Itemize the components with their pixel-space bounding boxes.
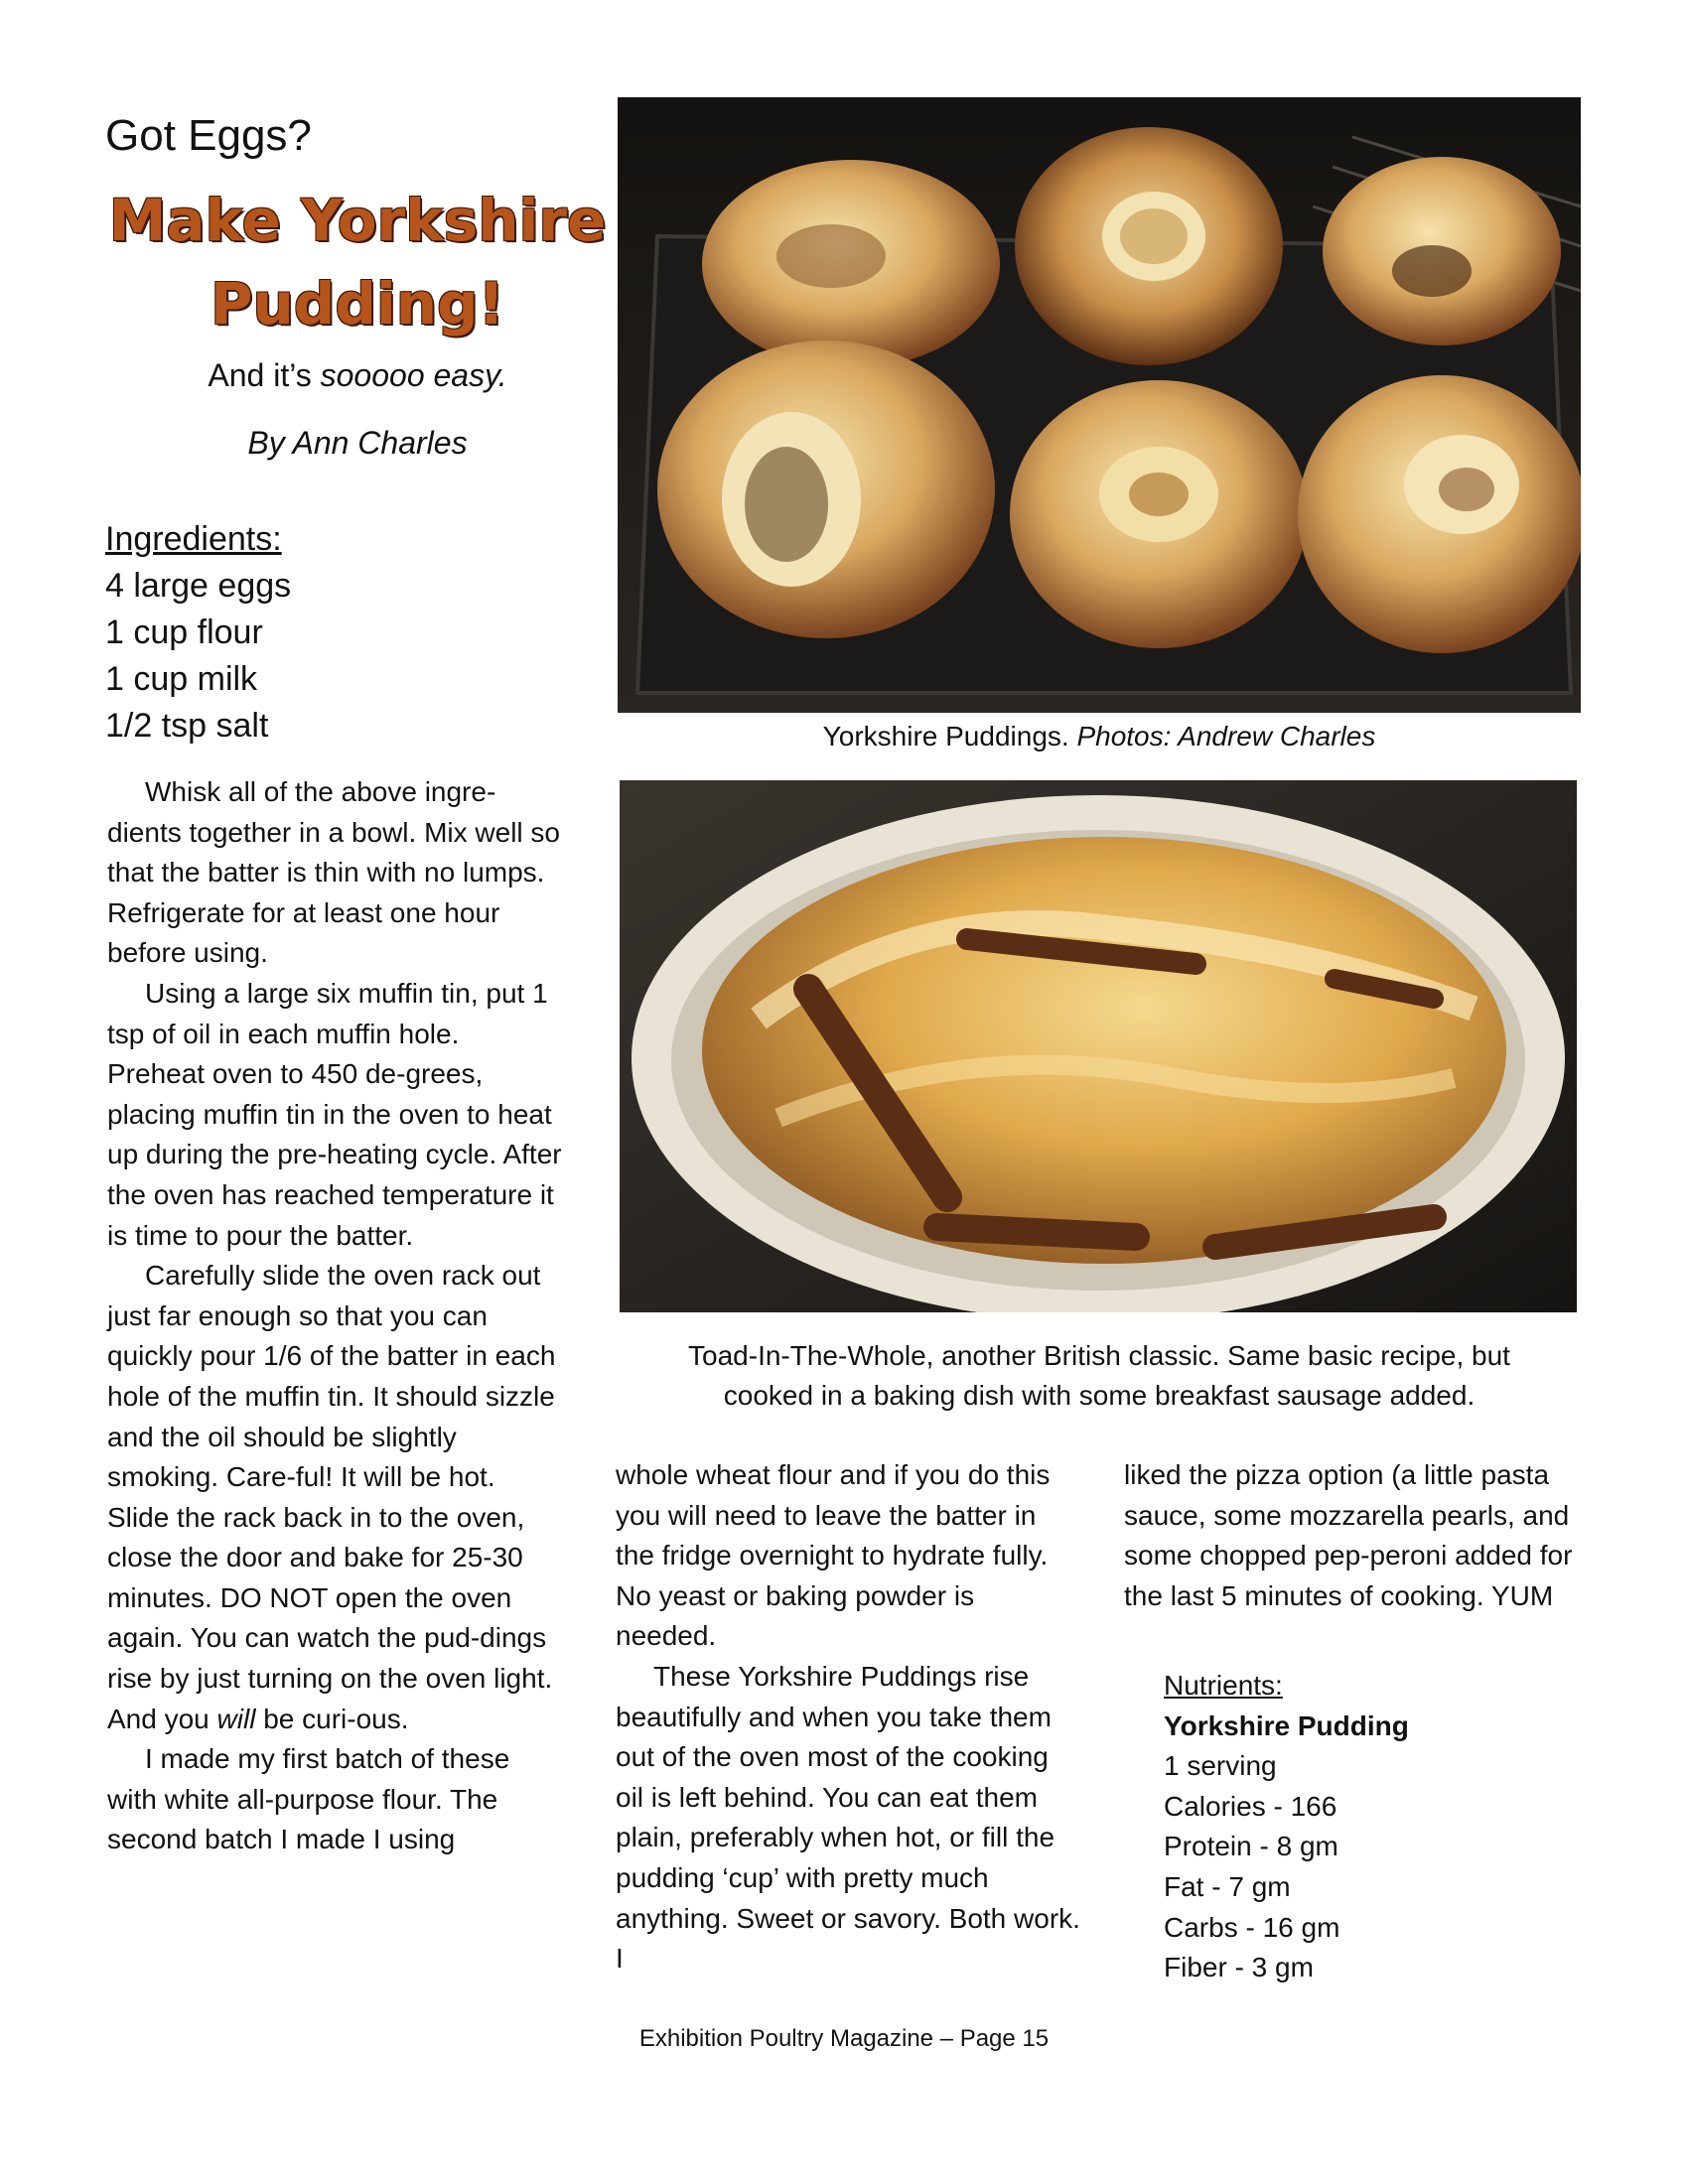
yorkshire-puddings-illustration	[618, 97, 1581, 713]
headline-line-2: Pudding!	[211, 270, 504, 338]
body-column-3	[1124, 1455, 1591, 1616]
photo-credit: Photos: Andrew Charles	[1076, 721, 1376, 751]
photo-caption-2	[618, 1336, 1581, 1416]
ingredient-item: 1/2 tsp salt	[105, 707, 269, 745]
headline	[99, 179, 616, 345]
ingredient-item: 1 cup milk	[105, 660, 258, 698]
headline-line-1: Make Yorkshire	[108, 187, 607, 254]
paragraph: whole wheat flour and if you do this you will need to leave the batter in the fridge overnight to hydrate fully. No yeast or baking powder is needed.	[616, 1459, 1051, 1652]
nutrient-line: Carbs - 16 gm	[1164, 1911, 1340, 1943]
nutrient-line: Fiber - 3 gm	[1164, 1952, 1314, 1983]
caption-line: Toad-In-The-Whole, another British classic. Same basic recipe, but	[688, 1340, 1510, 1371]
nutrient-line: Calories - 166	[1164, 1790, 1337, 1822]
body-column-2	[616, 1455, 1082, 1979]
body-column-1	[107, 772, 564, 1860]
nutrient-line: 1 serving	[1164, 1750, 1277, 1782]
deck-text: And it’s	[208, 357, 321, 393]
nutrient-line: Protein - 8 gm	[1164, 1831, 1338, 1862]
paragraph: Using a large six muffin tin, put 1 tsp of oil in each muffin hole. Preheat oven to 450 de-grees, placing muffin tin in the oven to heat up during the pre-heating cycle. After the oven has reached temperature it is time to pour the batter.	[107, 977, 562, 1251]
paragraph-emphasis: will	[216, 1703, 256, 1734]
toad-in-the-hole-illustration	[620, 780, 1577, 1312]
byline: By Ann Charles	[247, 425, 468, 461]
nutrients-box	[1164, 1666, 1409, 1988]
paragraph-text: be curi-ous.	[255, 1703, 409, 1734]
toad-in-the-hole-photo	[620, 780, 1577, 1312]
yorkshire-puddings-photo	[618, 97, 1581, 713]
ingredient-item: 1 cup flour	[105, 614, 263, 651]
caption-line: cooked in a baking dish with some breakfast sausage added.	[723, 1380, 1476, 1411]
ingredients-heading: Ingredients:	[105, 520, 282, 558]
paragraph: Whisk all of the above ingre-dients together in a bowl. Mix well so that the batter is thin with no lumps. Refrigerate for at least one hour before using.	[107, 776, 560, 969]
caption-text: Yorkshire Puddings.	[822, 721, 1077, 751]
nutrient-line: Fat - 7 gm	[1164, 1870, 1291, 1902]
paragraph: liked the pizza option (a little pasta sauce, some mozzarella pearls, and some chopped pep-peroni added for the last 5 minutes of cooking. YUM	[1124, 1459, 1573, 1611]
deck-emphasis: sooooo easy.	[320, 357, 507, 393]
paragraph	[107, 1256, 564, 1739]
kicker: Got Eggs?	[105, 111, 312, 160]
paragraph-text: Carefully slide the oven rack out just far enough so that you can quickly pour 1/6 of the batter in each hole of the muffin tin. It should sizzle and the oil should be slightly smoking. Care-ful! It will be hot. Slide the rack back in to the oven, close the door and bake for 25-30 minutes. DO NOT open the oven again. You can watch the pud-dings rise by just turning on the oven light. And you	[107, 1260, 556, 1734]
ingredient-item: 4 large eggs	[105, 567, 292, 605]
ingredients-list	[105, 516, 291, 750]
nutrients-heading: Nutrients:	[1164, 1670, 1283, 1701]
paragraph: These Yorkshire Puddings rise beautifully and when you take them out of the oven most of the cooking oil is left behind. You can eat them plain, preferably when hot, or fill the pudding ‘cup’ with pretty much anything. Sweet or savory. Both work. I	[616, 1660, 1080, 1975]
deck	[99, 357, 616, 394]
page-footer: Exhibition Poultry Magazine – Page 15	[638, 2025, 1050, 2052]
nutrients-title: Yorkshire Pudding	[1164, 1709, 1409, 1741]
photo-caption-1	[618, 721, 1581, 752]
paragraph: I made my first batch of these with white all-purpose flour. The second batch I made I using	[107, 1743, 510, 1855]
